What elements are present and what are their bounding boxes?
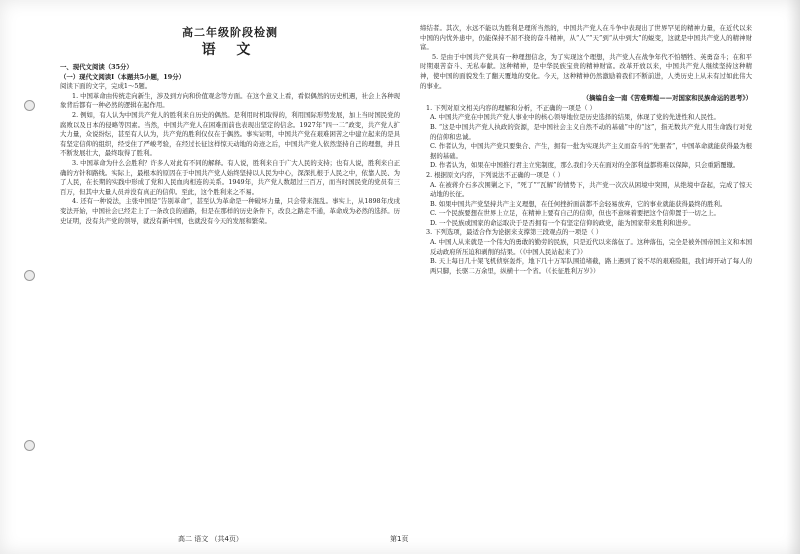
question-option: D. 一个民族或国家的命运取决于是否拥有一个有坚定信仰的政党，能为国家带来胜利和进步。 [430, 218, 695, 227]
question-option: A. 中国共产党在中国共产党人事业中的核心领导地位是历史选择的结果，体现了党的先进性和人民性。 [430, 113, 720, 122]
question-option: A. 中国人从来就是一个伟大的勇敢的勤劳的民族，只是近代以来落伍了。这种落伍，完全是被外国帝国主义和本国反动政府所压迫和剥削的结果。（《中国人民站起来了》） [430, 238, 752, 256]
footer-page-info: 高二 语文 （共4页） [178, 535, 243, 543]
passage-paragraph: 2. 例如，有人认为中国共产党人的胜利来自历史的偶然。是利用时机取得的，利用国际形势发展，加上当时国民党的腐败以及日本的侵略等因素。当然，中国共产党人在困难面前也表现出坚定的信念。1927年“四一二”政变，共产党人扩大力量，众说纷纭，甚至有人认为，共产党的胜利仅仅在于偶然。事实证明，中国共产党在艰难困苦之中建立起来的是具有坚定信仰的组织，经受住了严峻考验，在经过长征这样惊天动地的奇迹之后，中国共产党人依然坚持自己的理想，并且不断发展壮大，最终取得了胜利。 [60, 110, 400, 158]
question-option: A. 在被蒋介石多次围剿之下，“死了”“瓦解”的情势下，共产党一次次从困境中突围，从绝境中奋起，完成了惊天动地的长征。 [430, 180, 752, 199]
passage-paragraph: 1. 中国革命由传统走向新生，涉及到方向和价值观念等方面。在这个意义上看，看似偶然的历史机遇，社会上各种现象背后都有一种必然的逻辑在起作用。 [60, 91, 400, 110]
question-option: B. “这是中国共产党人执政的资源，是中国社会主义自然不动的基础”中的“这”，指无数共产党人用生命践行对党的信仰和忠诚。 [430, 122, 752, 141]
question-stem: 3. 下列选项，最适合作为论据来支撑第三段观点的一项是（ ） [426, 228, 603, 237]
question-option: B. 如果中国共产党坚持共产主义理想，在任何挫折面前都不会轻易放弃，它的事业就能获得最终的胜利。 [430, 199, 727, 208]
left-column [60, 26, 400, 226]
question-option: C. 一个民族要想在世界上立足，在精神上要有自己的信仰，但也不意味着要把这个信仰置于一切之上。 [430, 209, 720, 218]
passage-source: （摘编自金一南《苦难辉煌——对国家和民族命运的思考》） [582, 94, 752, 103]
scan-shadow [786, 0, 800, 554]
question-option: D. 作者认为，如果在中国推行君主立宪制度，那么我们今天在面对的全部利益都将难以保障，只会重蹈覆辙。 [430, 161, 740, 170]
subsection-heading: （一）现代文阅读Ⅰ（本题共5小题，19分） [60, 72, 185, 81]
passage-paragraph: 5. 是由于中国共产党具有一种理想信念，为了实现这个理想，共产党人在战争年代不怕牺牲、英勇奋斗；在和平时期艰苦奋斗、无私奉献。这种精神，是中华民族宝贵的精神财富。改革开放以来，中国共产党人继续坚持这种精神，使中国的面貌发生了翻天覆地的变化。今天，这种精神仍然激励着我们不断前进，人类历史上从未有过如此伟大的事业。 [420, 52, 752, 90]
passage-paragraph: 缔结者。其次，水远不能以为胜利是理所当然的，中国共产党人在斗争中表现出了世界罕见的精神力量，在近代以来中国的内忧外患中，仍能保持不屈不挠的奋斗精神，从“人”“天”到“从中到大”的蜕变，这就是中国共产党人的精神财富。 [420, 24, 752, 52]
binding-margin [14, 60, 44, 500]
reading-instruction: 阅读下面的文字，完成1～5题。 [60, 82, 152, 91]
binding-hole [24, 270, 35, 281]
subject-title: 语 文 [201, 42, 259, 58]
section-heading: 一、现代文阅读（35分） [60, 63, 133, 71]
question-stem: 1. 下列对原文相关内容的理解和分析，不正确的一项是（ ） [426, 103, 596, 112]
passage-paragraph: 4. 还有一种说法，主张中国是“告别革命”，甚至认为革命是一种破坏力量，只会带来混乱。事实上，从1898年戊戌变法开始，中国社会已经走上了一条改良的道路，但是在那样的历史条件下，改良之路走不通，革命成为必然的选择。历史证明，没有共产党的领导，就没有新中国，也就没有今天的发展和繁荣。 [60, 197, 400, 225]
question-option: B. 天上每日几十架飞机侦察轰炸，地下几十万军队围追堵截，路上遇到了说不尽的艰难险阻，我们却开动了每人的两只脚，长驱二万余里，纵横十一个省。（《长征胜利万岁》） [430, 257, 752, 275]
exam-title: 高二年级阶段检测 [182, 26, 278, 39]
right-column [420, 24, 752, 276]
question-option: C. 作者认为，中国共产党只要集合、产生，拥有一批为实现共产主义而奋斗的“先驱者”，中国革命就能获得最为根据的基础。 [430, 142, 753, 160]
passage-paragraph: 3. 中国革命为什么会胜利？许多人对此有不同的解释。有人说，胜利来自于广大人民的支持；也有人说，胜利来自正确的方针和路线。实际上，最根本的原因在于中国共产党人始终坚持以人民为中心，深深扎根于人民之中，依靠人民、为了人民，在长期的实践中形成了党和人民血肉相连的关系。1949年，共产党人数超过三百万，而当时国民党的党员有三百万，但其中大量人员并没有真正的信仰。至此，这个胜利来之不易。 [60, 158, 400, 196]
footer-page-number: 第1页 [390, 535, 409, 543]
binding-hole [24, 440, 35, 451]
binding-hole [24, 100, 35, 111]
question-stem: 2. 根据原文内容，下列说法不正确的一项是（ ） [426, 170, 564, 179]
